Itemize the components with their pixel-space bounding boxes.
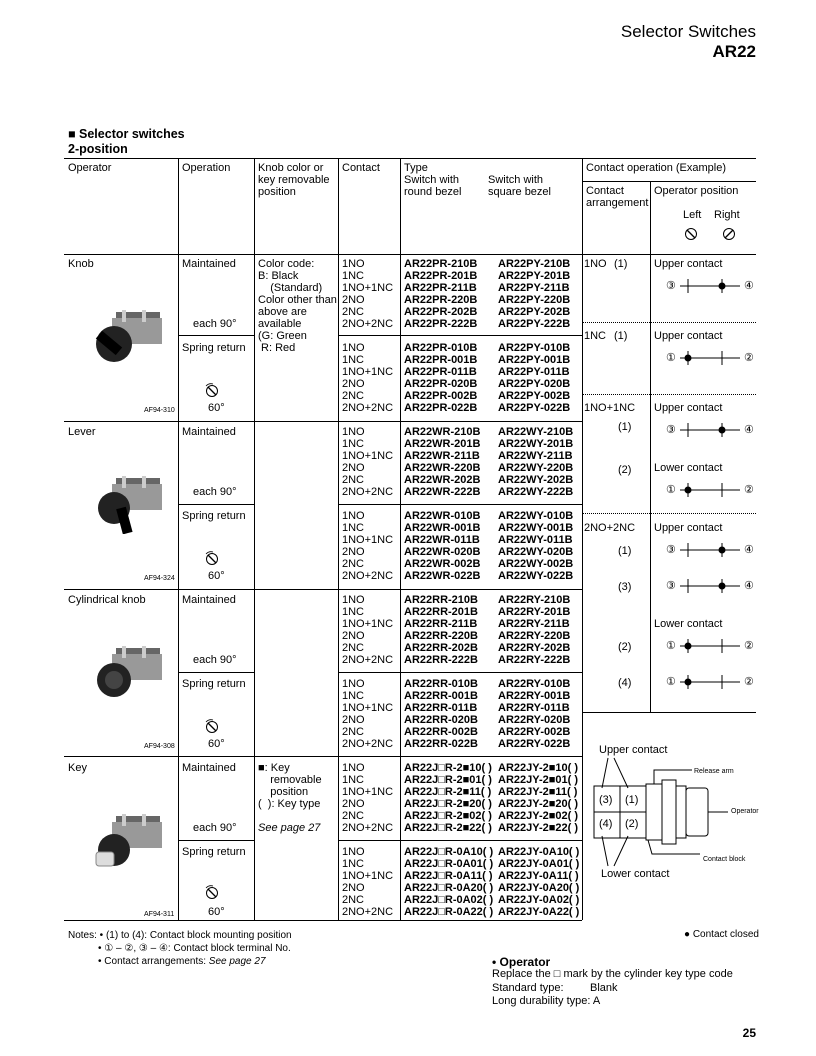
right-position-icon	[724, 229, 735, 240]
header-left: Left	[683, 209, 702, 221]
header-right: Right	[714, 209, 740, 221]
spring-return-icon	[204, 719, 220, 735]
contact-list: 1NO 1NC 1NO+1NC 2NO 2NC 2NO+2NC	[342, 762, 394, 834]
terminal-label: ①	[666, 676, 676, 688]
terminal-label: ④	[744, 424, 754, 436]
contact-symbol-row	[680, 579, 740, 593]
round-bezel-types: AR22J□R-2■10( ) AR22J□R-2■01( ) AR22J□R-2■11( ) AR22J□R-2■20( ) AR22J□R-2■02( ) AR22J□R-2■22( )	[404, 762, 492, 834]
note-line-2: • ① – ②, ③ – ④: Contact block terminal No.	[98, 943, 291, 954]
page-header-model: AR22	[712, 42, 756, 61]
upper-contact-label: Upper contact	[654, 522, 723, 534]
diagram-position: (4)	[599, 818, 613, 830]
operator-note-line: Long durability type: A	[492, 995, 601, 1007]
mount-position: (4)	[618, 677, 632, 689]
square-bezel-types: AR22WY-210B AR22WY-201B AR22WY-211B AR22WY-220B AR22WY-202B AR22WY-222B	[498, 426, 574, 498]
spring-return-icon	[204, 885, 220, 901]
round-bezel-types: AR22WR-010B AR22WR-001B AR22WR-011B AR22WR-020B AR22WR-002B AR22WR-022B	[404, 510, 481, 582]
operator-note-line: Replace the □ mark by the cylinder key type code	[492, 968, 733, 980]
operation-angle: each 90°	[193, 822, 237, 834]
square-bezel-types: AR22RY-210B AR22RY-201B AR22RY-211B AR22RY-220B AR22RY-202B AR22RY-222B	[498, 594, 571, 666]
terminal-label: ②	[744, 484, 754, 496]
cylindrical-knob-photo	[92, 644, 172, 704]
terminal-label: ④	[744, 544, 754, 556]
round-bezel-types: AR22PR-210B AR22PR-201B AR22PR-211B AR22PR-220B AR22PR-202B AR22PR-222B	[404, 258, 478, 330]
arrangement-1no: 1NO	[584, 258, 607, 270]
header-operation: Operation	[182, 162, 231, 174]
terminal-label: ③	[666, 580, 676, 592]
round-bezel-types: AR22J□R-0A10( ) AR22J□R-0A01( ) AR22J□R-0A11( ) AR22J□R-0A20( ) AR22J□R-0A02( ) AR22J□R-0A22( )	[404, 846, 494, 918]
operation-spring-return: Spring return	[182, 342, 246, 354]
key-see-page-link[interactable]: See page 27	[258, 822, 321, 834]
operator-note-standard-label: Standard type:	[492, 982, 564, 994]
terminal-label: ②	[744, 676, 754, 688]
contact-list: 1NO 1NC 1NO+1NC 2NO 2NC 2NO+2NC	[342, 510, 394, 582]
header-contact-arrangement: Contact arrangement	[586, 185, 649, 209]
operator-key: Key	[68, 762, 87, 774]
spring-return-icon	[204, 383, 220, 399]
lower-contact-label: Lower contact	[654, 618, 723, 630]
header-knob-color: Knob color or key removable position	[258, 162, 330, 198]
contact-closed-legend: ● Contact closed	[684, 929, 759, 940]
header-contact-operation: Contact operation (Example)	[586, 162, 727, 174]
contact-list: 1NO 1NC 1NO+1NC 2NO 2NC 2NO+2NC	[342, 846, 394, 918]
mount-position: (3)	[618, 581, 632, 593]
note-line-1: Notes: • (1) to (4): Contact block mounting position	[68, 930, 292, 941]
operation-angle: each 90°	[193, 654, 237, 666]
photo-code: AF94-311	[144, 911, 175, 918]
contact-list: 1NO 1NC 1NO+1NC 2NO 2NC 2NO+2NC	[342, 342, 394, 414]
square-bezel-types: AR22JY-0A10( ) AR22JY-0A01( ) AR22JY-0A11( ) AR22JY-0A20( ) AR22JY-0A02( ) AR22JY-0A22( )	[498, 846, 580, 918]
photo-code: AF94-310	[144, 407, 175, 414]
spring-return-icon	[204, 551, 220, 567]
key-removable-info: ■: Key removable position ( ): Key type	[258, 762, 322, 810]
diagram-position: (2)	[625, 818, 639, 830]
knob-color-info: Color code: B: Black (Standard) Color other than above are available (G: Green R: Red	[258, 258, 337, 354]
operation-angle: 60°	[208, 738, 225, 750]
contact-symbol-row	[680, 279, 740, 293]
page-number: 25	[742, 1026, 756, 1040]
header-type: Type	[404, 162, 428, 174]
diagram-upper-contact: Upper contact	[599, 744, 668, 756]
operation-spring-return: Spring return	[182, 678, 246, 690]
key-photo	[92, 812, 172, 872]
arrangement-2no2nc: 2NO+2NC	[584, 522, 636, 534]
terminal-label: ③	[666, 424, 676, 436]
section-title: ■ Selector switches	[68, 127, 185, 141]
upper-contact-label: Upper contact	[654, 330, 723, 342]
terminal-label: ③	[666, 544, 676, 556]
header-square-bezel: Switch with square bezel	[488, 174, 551, 198]
page-header-title: Selector Switches	[620, 22, 756, 41]
mount-position: (1)	[618, 545, 632, 557]
terminal-label: ③	[666, 280, 676, 292]
contact-list: 1NO 1NC 1NO+1NC 2NO 2NC 2NO+2NC	[342, 678, 394, 750]
terminal-label: ①	[666, 640, 676, 652]
round-bezel-types: AR22RR-210B AR22RR-201B AR22RR-211B AR22RR-220B AR22RR-202B AR22RR-222B	[404, 594, 478, 666]
terminal-label: ④	[744, 580, 754, 592]
note-text: • Contact arrangements:	[98, 956, 209, 967]
operator-cylindrical-knob: Cylindrical knob	[68, 594, 146, 606]
header-contact: Contact	[342, 162, 380, 174]
round-bezel-types: AR22RR-010B AR22RR-001B AR22RR-011B AR22RR-020B AR22RR-002B AR22RR-022B	[404, 678, 478, 750]
operation-angle: 60°	[208, 402, 225, 414]
upper-contact-label: Upper contact	[654, 402, 723, 414]
operation-maintained: Maintained	[182, 594, 236, 606]
square-bezel-types: AR22RY-010B AR22RY-001B AR22RY-011B AR22RY-020B AR22RY-002B AR22RY-022B	[498, 678, 571, 750]
terminal-label: ①	[666, 352, 676, 364]
mount-position: (1)	[614, 330, 628, 342]
photo-code: AF94-324	[144, 575, 175, 582]
round-bezel-types: AR22WR-210B AR22WR-201B AR22WR-211B AR22WR-220B AR22WR-202B AR22WR-222B	[404, 426, 481, 498]
operator-note-title: • Operator	[492, 955, 551, 969]
header-round-bezel: Switch with round bezel	[404, 174, 462, 198]
operation-spring-return: Spring return	[182, 510, 246, 522]
operation-angle: 60°	[208, 570, 225, 582]
arrangement-1no1nc: 1NO+1NC	[584, 402, 636, 414]
operator-note-standard-value: Blank	[590, 982, 618, 994]
square-bezel-types: AR22WY-010B AR22WY-001B AR22WY-011B AR22WY-020B AR22WY-002B AR22WY-022B	[498, 510, 574, 582]
header-operator: Operator	[68, 162, 112, 174]
lower-contact-label: Lower contact	[654, 462, 723, 474]
round-bezel-types: AR22PR-010B AR22PR-001B AR22PR-011B AR22PR-020B AR22PR-002B AR22PR-022B	[404, 342, 478, 414]
left-position-icon	[686, 229, 697, 240]
operator-knob: Knob	[68, 258, 94, 270]
photo-code: AF94-308	[144, 743, 175, 750]
note-see-page-link[interactable]: See page 27	[208, 956, 266, 967]
arrangement-1nc: 1NC	[584, 330, 607, 342]
operation-maintained: Maintained	[182, 426, 236, 438]
terminal-label: ④	[744, 280, 754, 292]
contact-list: 1NO 1NC 1NO+1NC 2NO 2NC 2NO+2NC	[342, 426, 394, 498]
terminal-label: ②	[744, 640, 754, 652]
operation-maintained: Maintained	[182, 762, 236, 774]
diagram-operator: Operator	[731, 808, 759, 815]
diagram-lower-contact: Lower contact	[601, 868, 670, 880]
operator-lever: Lever	[68, 426, 96, 438]
contact-symbol-row	[680, 543, 740, 557]
contact-symbol-row	[680, 639, 740, 653]
upper-contact-label: Upper contact	[654, 258, 723, 270]
operation-angle: each 90°	[193, 318, 237, 330]
contact-symbol-row	[680, 351, 740, 365]
operation-maintained: Maintained	[182, 258, 236, 270]
mounting-diagram	[588, 756, 756, 870]
terminal-label: ①	[666, 484, 676, 496]
contact-symbols	[650, 250, 756, 700]
mount-position: (1)	[614, 258, 628, 270]
contact-symbol-row	[680, 423, 740, 437]
operator-position-icons	[684, 226, 744, 242]
knob-photo	[92, 308, 172, 368]
mount-position: (2)	[618, 641, 632, 653]
square-bezel-types: AR22JY-2■10( ) AR22JY-2■01( ) AR22JY-2■11( ) AR22JY-2■20( ) AR22JY-2■02( ) AR22JY-2■22( )	[498, 762, 579, 834]
contact-symbol-row	[680, 483, 740, 497]
lever-photo	[92, 474, 172, 534]
note-line-3	[98, 956, 266, 968]
diagram-position: (3)	[599, 794, 613, 806]
terminal-label: ②	[744, 352, 754, 364]
contact-list: 1NO 1NC 1NO+1NC 2NO 2NC 2NO+2NC	[342, 594, 394, 666]
diagram-release-arm: Release arm	[694, 768, 734, 775]
diagram-position: (1)	[625, 794, 639, 806]
contact-symbol-row	[680, 675, 740, 689]
operation-angle: each 90°	[193, 486, 237, 498]
diagram-contact-block: Contact block	[703, 856, 746, 863]
mount-position: (1)	[618, 421, 632, 433]
section-subtitle: 2-position	[68, 142, 128, 156]
square-bezel-types: AR22PY-210B AR22PY-201B AR22PY-211B AR22PY-220B AR22PY-202B AR22PY-222B	[498, 258, 571, 330]
operation-angle: 60°	[208, 906, 225, 918]
header-operator-position: Operator position	[654, 185, 739, 197]
mount-position: (2)	[618, 464, 632, 476]
square-bezel-types: AR22PY-010B AR22PY-001B AR22PY-011B AR22PY-020B AR22PY-002B AR22PY-022B	[498, 342, 571, 414]
contact-list: 1NO 1NC 1NO+1NC 2NO 2NC 2NO+2NC	[342, 258, 394, 330]
operation-spring-return: Spring return	[182, 846, 246, 858]
